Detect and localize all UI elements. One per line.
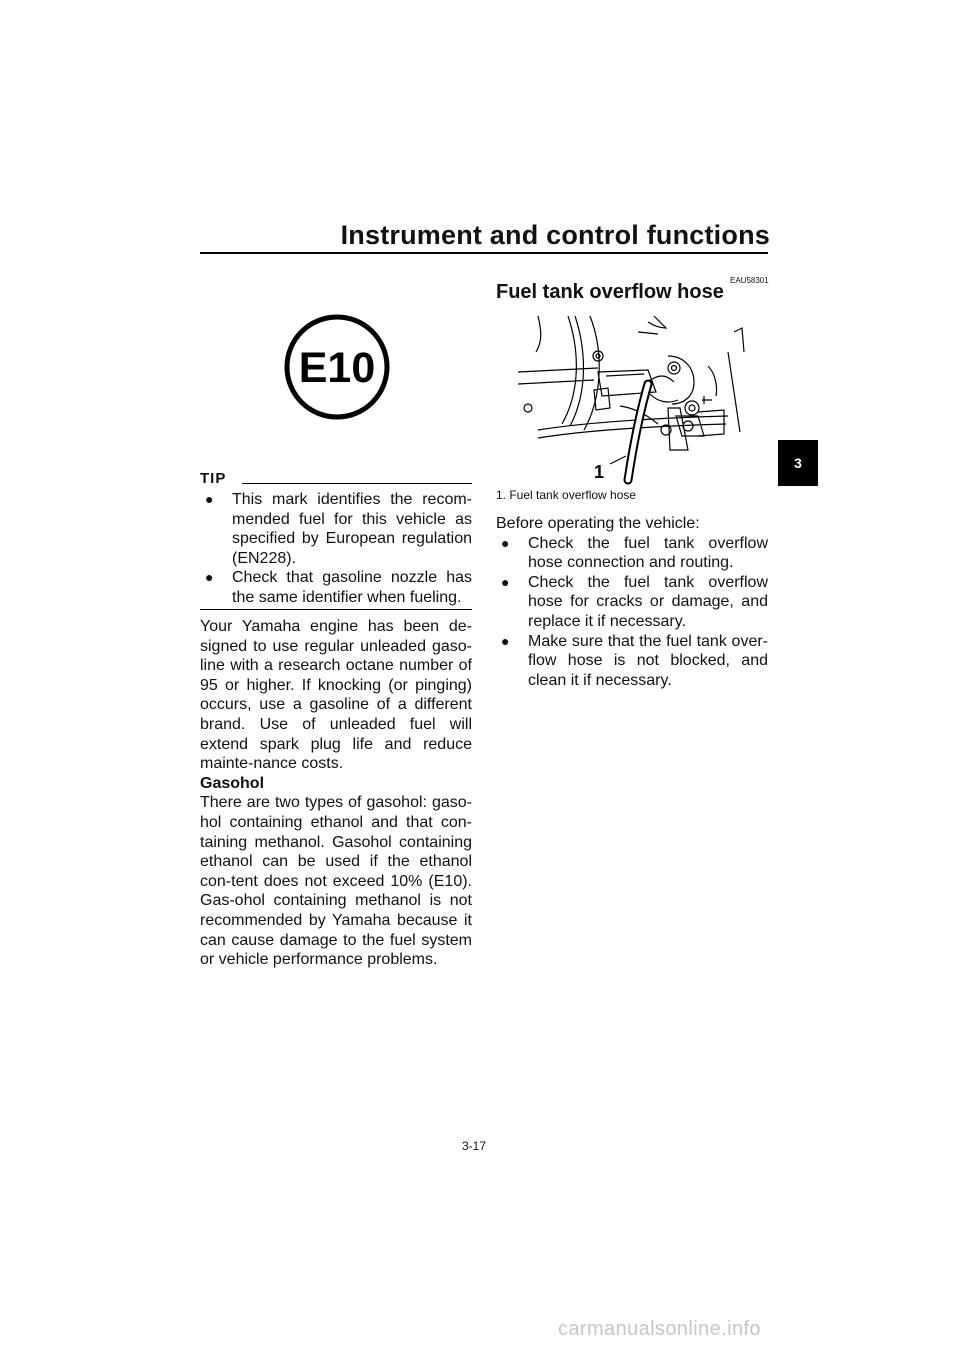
tip-item	[200, 568, 472, 607]
page-number: 3-17	[462, 1139, 487, 1153]
figure-caption: 1. Fuel tank overflow hose	[496, 488, 637, 502]
header-rule	[200, 252, 768, 254]
bullet-icon: ●	[205, 491, 214, 507]
checklist-intro: Before operating the vehicle:	[496, 515, 700, 532]
watermark: carmanualsonline.info	[558, 1318, 761, 1340]
checklist-block	[496, 514, 768, 690]
tip-label: TIP	[200, 470, 227, 487]
fuel-text-column	[200, 617, 472, 970]
tip-item-text: This mark identifies the recom-mended fuel for this vehicle as specified by European regulation (EN228).	[232, 491, 472, 567]
checklist-item-text: Make sure that the fuel tank over-flow hose is not blocked, and clean it if necessary.	[528, 632, 768, 689]
paragraph-fuel-octane: Your Yamaha engine has been de-signed to use regular unleaded gaso-line with a research octane number of 95 or higher. If knocking (or pinging) occurs, use a gasoline of a different brand. Use of unleaded fuel will extend spark plug life and reduce mainte-nance costs.	[200, 618, 472, 773]
figure-callout-1: 1	[594, 462, 605, 482]
checklist-item	[496, 573, 768, 632]
gasohol-heading: Gasohol	[200, 774, 265, 792]
checklist-item-text: Check the fuel tank overflow hose for cracks or damage, and replace it if necessary.	[528, 573, 768, 630]
checklist-item	[496, 534, 768, 573]
tip-item	[200, 490, 472, 568]
fuel-tank-overflow-hose-figure	[498, 312, 768, 490]
section-code: EAU58301	[730, 276, 769, 285]
e10-fuel-mark	[283, 313, 391, 421]
tip-rule-top	[242, 483, 472, 484]
chapter-tab: 3	[778, 440, 818, 486]
tip-box	[200, 490, 472, 608]
gasohol-paragraph: There are two types of gasohol: gaso-hol containing ethanol and that con-taining methanol. Gasohol containing ethanol can be used if the ethanol con-tent does not exceed 10% (E10). Gas-ohol containing methanol is not recommended by Yamaha because it can cause damage to the fuel system or vehicle performance problems.	[200, 794, 472, 969]
bullet-icon: ●	[205, 569, 214, 586]
tip-rule-bottom	[200, 609, 472, 610]
bullet-icon: ●	[501, 534, 510, 551]
bullet-icon: ●	[501, 632, 510, 649]
page-header-title: Instrument and control functions	[340, 220, 770, 250]
e10-mark-label: E10	[298, 344, 376, 392]
checklist-item-text: Check the fuel tank overflow hose connection and routing.	[528, 534, 768, 572]
tip-item-text: Check that gasoline nozzle has the same identifier when fueling.	[232, 569, 472, 606]
section-title: Fuel tank overflow hose	[496, 281, 724, 303]
bullet-icon: ●	[501, 573, 510, 590]
checklist-item	[496, 632, 768, 691]
